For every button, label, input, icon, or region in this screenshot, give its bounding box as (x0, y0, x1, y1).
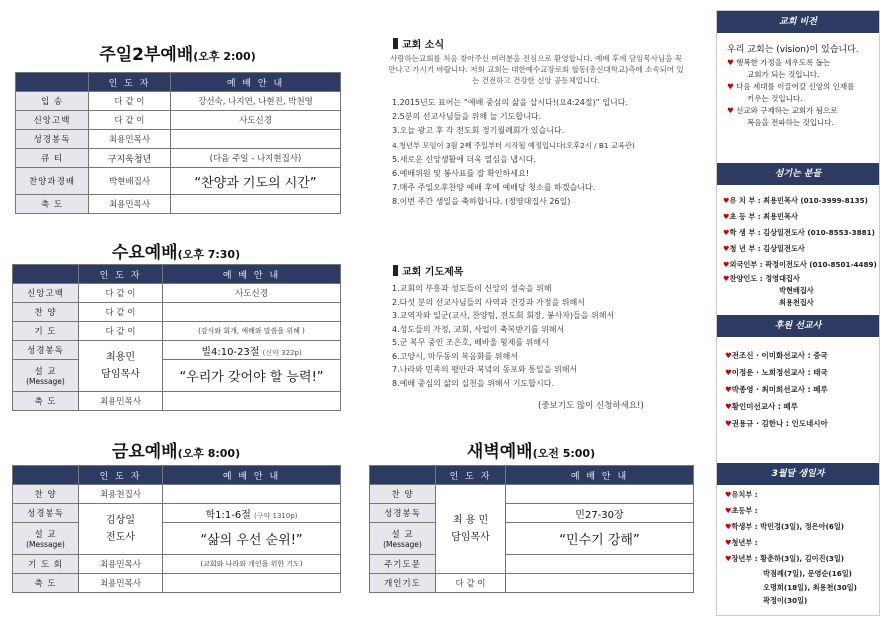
prayer-list (392, 282, 692, 390)
vision-body: 우리 교회는 (vision)이 있습니다. ♥ 행복한 가정을 세우도록 돕는 교회가 되는 것입니다. ♥ 다음 세대를 이끌어갈 신앙의 인재를 키우는 것입니다. ♥ 선교와 구제하는 교회가 됨으로 복음을 전파하는 것입니다. (727, 45, 859, 127)
list-item: 7.매주 주일오후찬양 예배 후에 예배당 청소를 하겠습니다. (392, 183, 596, 193)
merged-leader: 최용민 담임목사 (79, 341, 163, 392)
heart-icon: ♥ (725, 522, 732, 531)
heart-icon: ♥ (723, 196, 730, 205)
list-item: 8.이번 주간 생일을 축하합니다. (정영대집사 26일) (392, 197, 571, 207)
missionaries-heading: 후원 선교사 (717, 315, 879, 337)
merged-leader: 최 용 민 담임목사 (436, 485, 506, 574)
sidebar (716, 10, 880, 616)
header-guide: 예 배 안 내 (171, 73, 341, 92)
list-item: 1.2015년도 표어는 “예배 중심의 삶을 삽시다!(요4:24절)” 입니다. (392, 98, 629, 107)
heart-icon: ♥ (725, 538, 732, 547)
heart-icon: ♥ (723, 228, 730, 237)
friday-title: 금요예배(오후 8:00) (111, 442, 241, 462)
list-item: 3.오늘 광고 후 각 전도회 정기월례회가 있습니다. (392, 126, 565, 136)
heart-icon: ♥ (725, 402, 732, 411)
news-intro: 사랑하는교회를 처음 찾아주신 여러분을 진심으로 환영합니다. 예배 후에 담임목사님을 꼭 만나고 가시기 바랍니다. 저희 교회는 대한예수교장로회 합동(총신대학교)측에 소속되어 있는 건전하고 건강한 신앙 공동체입니다. (388, 54, 684, 85)
list-item: 6.고양시, 마두동의 복음화를 위해서 (392, 351, 518, 361)
heart-icon: ♥ (725, 554, 732, 563)
servants-body: ♥유 치 부 : 최용민목사 (010-3999-8135) ♥초 등 부 : 최용민목사 ♥학 생 부 : 김상일전도사 (010-8553-3881) ♥청 년 부 : 김상일전도사 ♥외국인부 : 곽정이전도사 (010-8501-4489) ♥찬양인도 : 정영대집사 박현배집사 최용천집사 (723, 196, 877, 307)
list-item: 4.성도들의 가정, 교회, 사업이 축복받기를 위해서 (392, 324, 565, 334)
heart-icon: ♥ (723, 212, 730, 221)
wednesday-table: 인 도 자 예 배 안 내 신앙고백 다 같 이 사도신경 찬 양 다 같 이 기 도 다 같 이 (감사와 회개, 예배와 말씀을 위해 ) 성경봉독 최용민 담임목사 빌4:10-23절 (신약 322p) 설 교 (Message) “우리가 갖어야 할 능력!” 축 도 최용민목사 (12, 264, 341, 411)
header-leader: 인 도 자 (89, 73, 171, 92)
birthdays-heading: 3월달 생일자 (717, 463, 879, 485)
heart-icon: ♥ (725, 368, 732, 377)
heart-icon: ♥ (723, 260, 730, 269)
prayer-footer: (중보기도 많이 신청하세요!) (538, 401, 644, 411)
prayer-heading: 교회 기도제목 (393, 263, 463, 278)
merged-leader: 김상일 전도사 (79, 504, 163, 555)
heart-icon: ♥ (725, 490, 732, 499)
list-item: 2.5분의 선교사님들을 위해 늘 기도합니다. (392, 112, 542, 122)
news-list (392, 96, 692, 210)
list-item: 6.예배위원 및 봉사표를 잘 확인하세요! (392, 169, 529, 179)
heart-icon: ♥ (727, 106, 734, 115)
birthdays-body: ♥유치부 : ♥초등부 : ♥학생부 : 박민경(3일), 정은아(6일) ♥청년부 : ♥장년부 : 황춘하(3일), 김이진(3일) 박점례(7일), 문영순(16일) 오명희(18일), 최용천(30일) 곽정이(30일) (725, 490, 857, 605)
friday-table: 인 도 자 예 배 안 내 찬 양 최용천집사 성경봉독 김상일 전도사 학1:1-6절 (구약 1310p) 설 교 (Message) “삶의 우선 순위!” 기 도 회 최용민목사 (교회와 나라와 개인을 위한 기도) 축 도 최용민목사 (12, 465, 341, 593)
list-item: 5.새로운 신앙생활에 더욱 열심을 냅시다. (392, 154, 536, 164)
heart-icon: ♥ (725, 506, 732, 515)
heart-icon: ♥ (725, 419, 732, 428)
list-item: 4.청년부 모임이 3월 2째 주일부터 시작될 예정입니다(오후2시 / B1 교육관) (392, 140, 635, 150)
list-item: 1.교회의 부흥과 성도들이 신앙의 성숙을 위해 (392, 284, 552, 293)
heart-icon: ♥ (725, 351, 732, 360)
sunday-table: 인 도 자 예 배 안 내 입 송 다 같 이 강선숙, 나지연, 나현진, 박천영 신앙고백 다 같 이 사도신경 성경봉독 최용민목사 큐 티 구지욱청년 (다음 주일 - 나지현집사) 찬양과경배 박현배집사 “찬양과 기도의 시간” 축 도 최용민목사 (15, 72, 341, 214)
list-item: 8.예배 중심의 삶의 실천을 위해서 기도합시다. (392, 378, 554, 388)
list-item: 7.나라와 민족의 평안과 북녘의 동포와 통일을 위해서 (392, 365, 578, 374)
news-heading: 교회 소식 (393, 36, 444, 51)
dawn-title: 새벽예배(오전 5:00) (466, 442, 596, 462)
heart-icon: ♥ (727, 82, 734, 91)
servants-heading: 섬기는 분들 (717, 163, 879, 185)
vision-heading: 교회 비전 (717, 11, 879, 33)
heart-icon: ♥ (725, 385, 732, 394)
heart-icon: ♥ (723, 274, 730, 283)
list-item: 2.다섯 분의 선교사님들의 사역과 건강과 가정을 위해서 (392, 297, 585, 307)
list-item: 5.군 복무 중인 조은호, 배바울 형제를 위해서 (392, 338, 549, 347)
heart-icon: ♥ (723, 244, 730, 253)
heart-icon: ♥ (727, 58, 734, 67)
list-item: 3.교역자와 일군(교사, 찬양팀, 전도회 회장, 봉사자)들을 위해서 (392, 311, 615, 320)
missionaries-body: ♥전조신 · 이미화선교사 : 중국 ♥이정운 · 노희정선교사 : 태국 ♥박종영 · 최미희선교사 : 페루 ♥황인미선교사 : 페루 ♥권용규 · 김한나 : 인도네시아 (725, 351, 828, 428)
sunday-title: 주일2부예배(오후 2:00) (99, 45, 256, 65)
dawn-table: 인 도 자 예 배 안 내 찬 양 최 용 민 담임목사 성경봉독 민27-30장 설 교 (Message) “민수기 강해” 주기도문 개인기도 다 같 이 (369, 465, 694, 593)
wednesday-title: 수요예배(오후 7:30) (111, 243, 241, 263)
